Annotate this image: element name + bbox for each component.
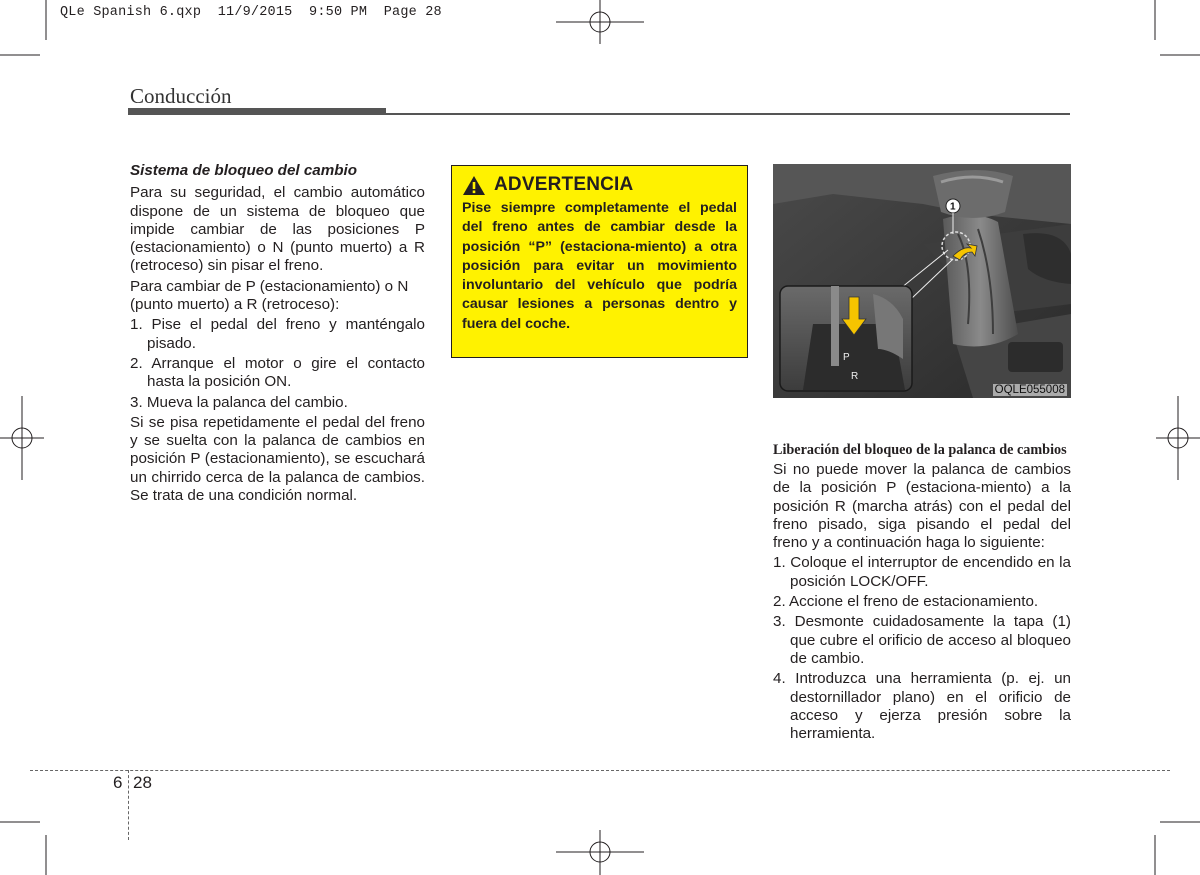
release-heading: Liberación del bloqueo de la palanca de cambios xyxy=(773,442,1067,458)
warning-header xyxy=(462,174,737,196)
warning-box xyxy=(451,165,748,358)
shift-instruction: Para cambiar de P (estacionamiento) o N (punto muerto) a R (retroceso): xyxy=(130,277,409,314)
shift-lever-figure xyxy=(773,164,1071,398)
warning-text: Pise siempre completamente el pedal del freno antes de cambiar desde la posición “P” (estaciona-miento) a otra posición para evitar un movimiento involuntario del vehículo que podría causar lesiones a personas dentro y fuera del coche. xyxy=(462,200,737,332)
shift-lock-intro: Para su seguridad, el cambio automático dispone de un sistema de bloqueo que impide cambiar de las posiciones P (estacionamiento) o N (punto muerto) a R (retroceso) sin pisar el freno. xyxy=(130,184,425,275)
noise-note: Si se pisa repetidamente el pedal del freno y se suelta con la palanca de cambios en posición P (estacionamiento), se escuchará un chirrido cerca de la palanca de cambios. Se trata de una condición normal. xyxy=(130,413,425,505)
release-step-1: 1. Coloque el interruptor de encendido en la posición LOCK/OFF. xyxy=(773,554,1071,590)
release-step-4: 4. Introduzca una herramienta (p. ej. un destornillador plano) en el orificio de acceso y ejerza presión sobre la herramienta. xyxy=(773,670,1071,743)
inset-label-r: R xyxy=(851,371,859,382)
page-number: 28 xyxy=(133,773,152,792)
callout-number: 1 xyxy=(950,201,956,213)
release-step-3: 3. Desmonte cuidadosamente la tapa (1) que cubre el orificio de acceso al bloqueo de cambio. xyxy=(773,613,1071,667)
step-1: 1. Pise el pedal del freno y manténgalo pisado. xyxy=(130,316,425,352)
step-2: 2. Arranque el motor o gire el contacto hasta la posición ON. xyxy=(130,354,425,391)
chapter-number: 6 xyxy=(113,773,123,792)
print-slug: QLe Spanish 6.qxp 11/9/2015 9:50 PM Page 28 xyxy=(60,5,442,20)
figure-code: OQLE055008 xyxy=(994,384,1065,396)
release-step-2: 2. Accione el freno de estacionamiento. xyxy=(773,593,1039,611)
step-3: 3. Mueva la palanca del cambio. xyxy=(130,393,348,411)
warning-triangle-icon xyxy=(462,175,486,196)
footer-rule xyxy=(30,770,1170,771)
inset-label-p: P xyxy=(843,352,850,363)
right-column xyxy=(773,441,1071,745)
shift-lock-subheading: Sistema de bloqueo del cambio xyxy=(130,162,358,179)
shift-lever-illustration xyxy=(773,164,1071,398)
section-title: Conducción xyxy=(130,84,232,108)
warning-title: ADVERTENCIA xyxy=(494,174,634,195)
release-intro: Si no puede mover la palanca de cambios de la posición P (estaciona-miento) a la posición R (marcha atrás) con el pedal del freno pisado, siga pisando el pedal del freno y a continuación haga lo siguiente: xyxy=(773,461,1071,552)
header-rule-thin xyxy=(386,113,1070,115)
header-rule-thick xyxy=(128,108,386,115)
footer-divider xyxy=(128,770,129,840)
left-column xyxy=(130,162,425,507)
